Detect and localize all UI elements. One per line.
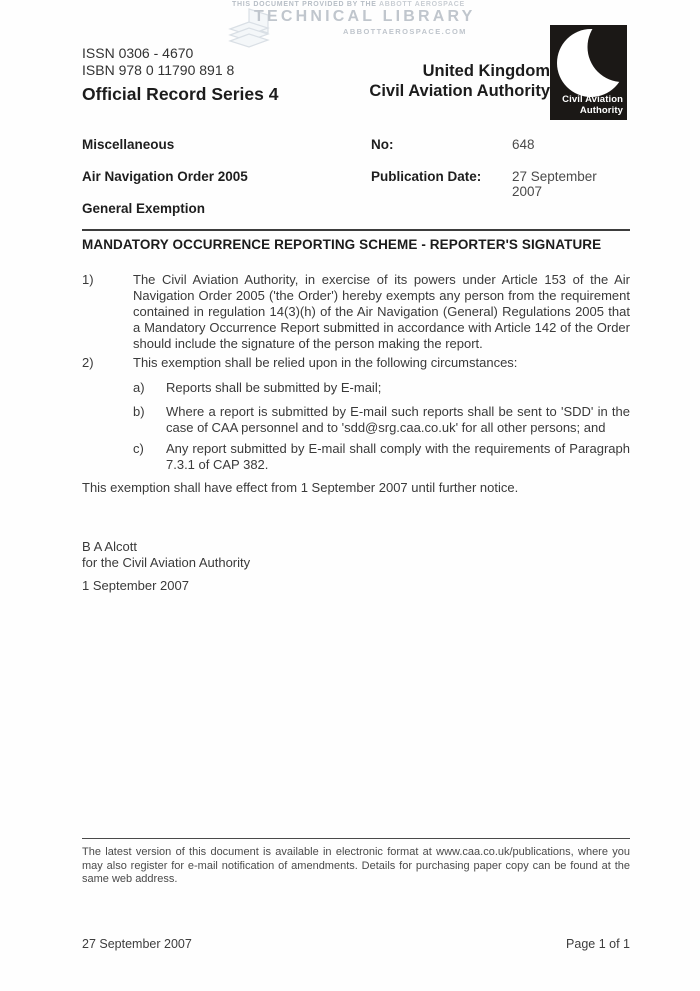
watermark-provided-by — [232, 1, 465, 8]
category-label: Miscellaneous — [82, 137, 175, 152]
signature-block — [82, 539, 250, 571]
watermark-provided-text: THIS DOCUMENT PROVIDED BY THE — [232, 1, 380, 8]
sub-item-text: Reports shall be submitted by E-mail; — [166, 380, 382, 395]
isbn-number: ISBN 978 0 11790 891 8 — [82, 62, 235, 78]
watermark-url: ABBOTTAEROSPACE.COM — [343, 27, 467, 36]
signature-date: 1 September 2007 — [82, 578, 189, 593]
sub-item-a — [133, 380, 630, 396]
organisation-name — [369, 61, 550, 101]
caa-logo-text — [562, 95, 623, 116]
publication-date-label: Publication Date: — [371, 169, 482, 184]
caa-logo-line2: Authority — [579, 104, 623, 116]
sub-item-letter: b) — [133, 404, 145, 419]
sub-item-c — [133, 441, 630, 473]
caa-logo-line1: Civil Aviation — [562, 94, 623, 105]
sub-item-letter: a) — [133, 380, 145, 395]
sub-item-letter: c) — [133, 441, 144, 456]
document-title: MANDATORY OCCURRENCE REPORTING SCHEME - REPORTER'S SIGNATURE — [82, 237, 602, 252]
number-value: 648 — [512, 137, 535, 152]
sub-item-text: Where a report is submitted by E-mail such reports shall be sent to 'SDD' in the case of CAA personnel and to 'sdd@srg.caa.co.uk' for all other persons; and — [166, 404, 630, 435]
footer-availability-note: The latest version of this document is available in electronic format at www.caa.co.uk/publications, where you may also register for e-mail notification of amendments. Details for purchasing paper copy can be found at the same web address. — [82, 846, 630, 885]
item-text: The Civil Aviation Authority, in exercise of its powers under Article 153 of the Air Navigation Order 2005 ('the Order') hereby exempts any person from the requirement contained in regulation 14(3)(h) of the Air Navigation (General) Regulations 2005 that a Mandatory Occurrence Report submitted in accordance with Article 142 of the Order should include the signature of the person making the report. — [133, 272, 630, 351]
footer-divider — [82, 838, 630, 839]
watermark-technical-library: TECHNICAL LIBRARY — [254, 8, 476, 25]
series-title: Official Record Series 4 — [82, 84, 279, 104]
numbered-item-2 — [82, 355, 630, 371]
org-line-country: United Kingdom — [422, 62, 550, 80]
publication-date-value: 27 September 2007 — [512, 169, 597, 199]
effective-date-note: This exemption shall have effect from 1 September 2007 until further notice. — [82, 480, 519, 495]
caa-logo — [550, 25, 627, 120]
issn-number: ISSN 0306 - 4670 — [82, 45, 194, 61]
subject-label: Air Navigation Order 2005 — [82, 169, 248, 184]
watermark-brand-text: ABBOTT AEROSPACE — [379, 1, 465, 8]
org-line-authority: Civil Aviation Authority — [369, 82, 550, 100]
item-number: 1) — [82, 272, 94, 287]
sub-item-b — [133, 404, 630, 436]
signatory-name: B A Alcott — [82, 539, 137, 554]
footer-page-number: Page 1 of 1 — [566, 937, 630, 951]
header-divider — [82, 229, 630, 231]
item-text: This exemption shall be relied upon in the following circumstances: — [133, 355, 518, 370]
exemption-type-label: General Exemption — [82, 201, 206, 216]
sub-item-text: Any report submitted by E-mail shall comply with the requirements of Paragraph 7.3.1 of CAP 382. — [166, 441, 630, 472]
footer-date: 27 September 2007 — [82, 937, 192, 951]
item-number: 2) — [82, 355, 94, 370]
numbered-item-1 — [82, 272, 630, 352]
signatory-role: for the Civil Aviation Authority — [82, 555, 251, 570]
number-label: No: — [371, 137, 394, 152]
